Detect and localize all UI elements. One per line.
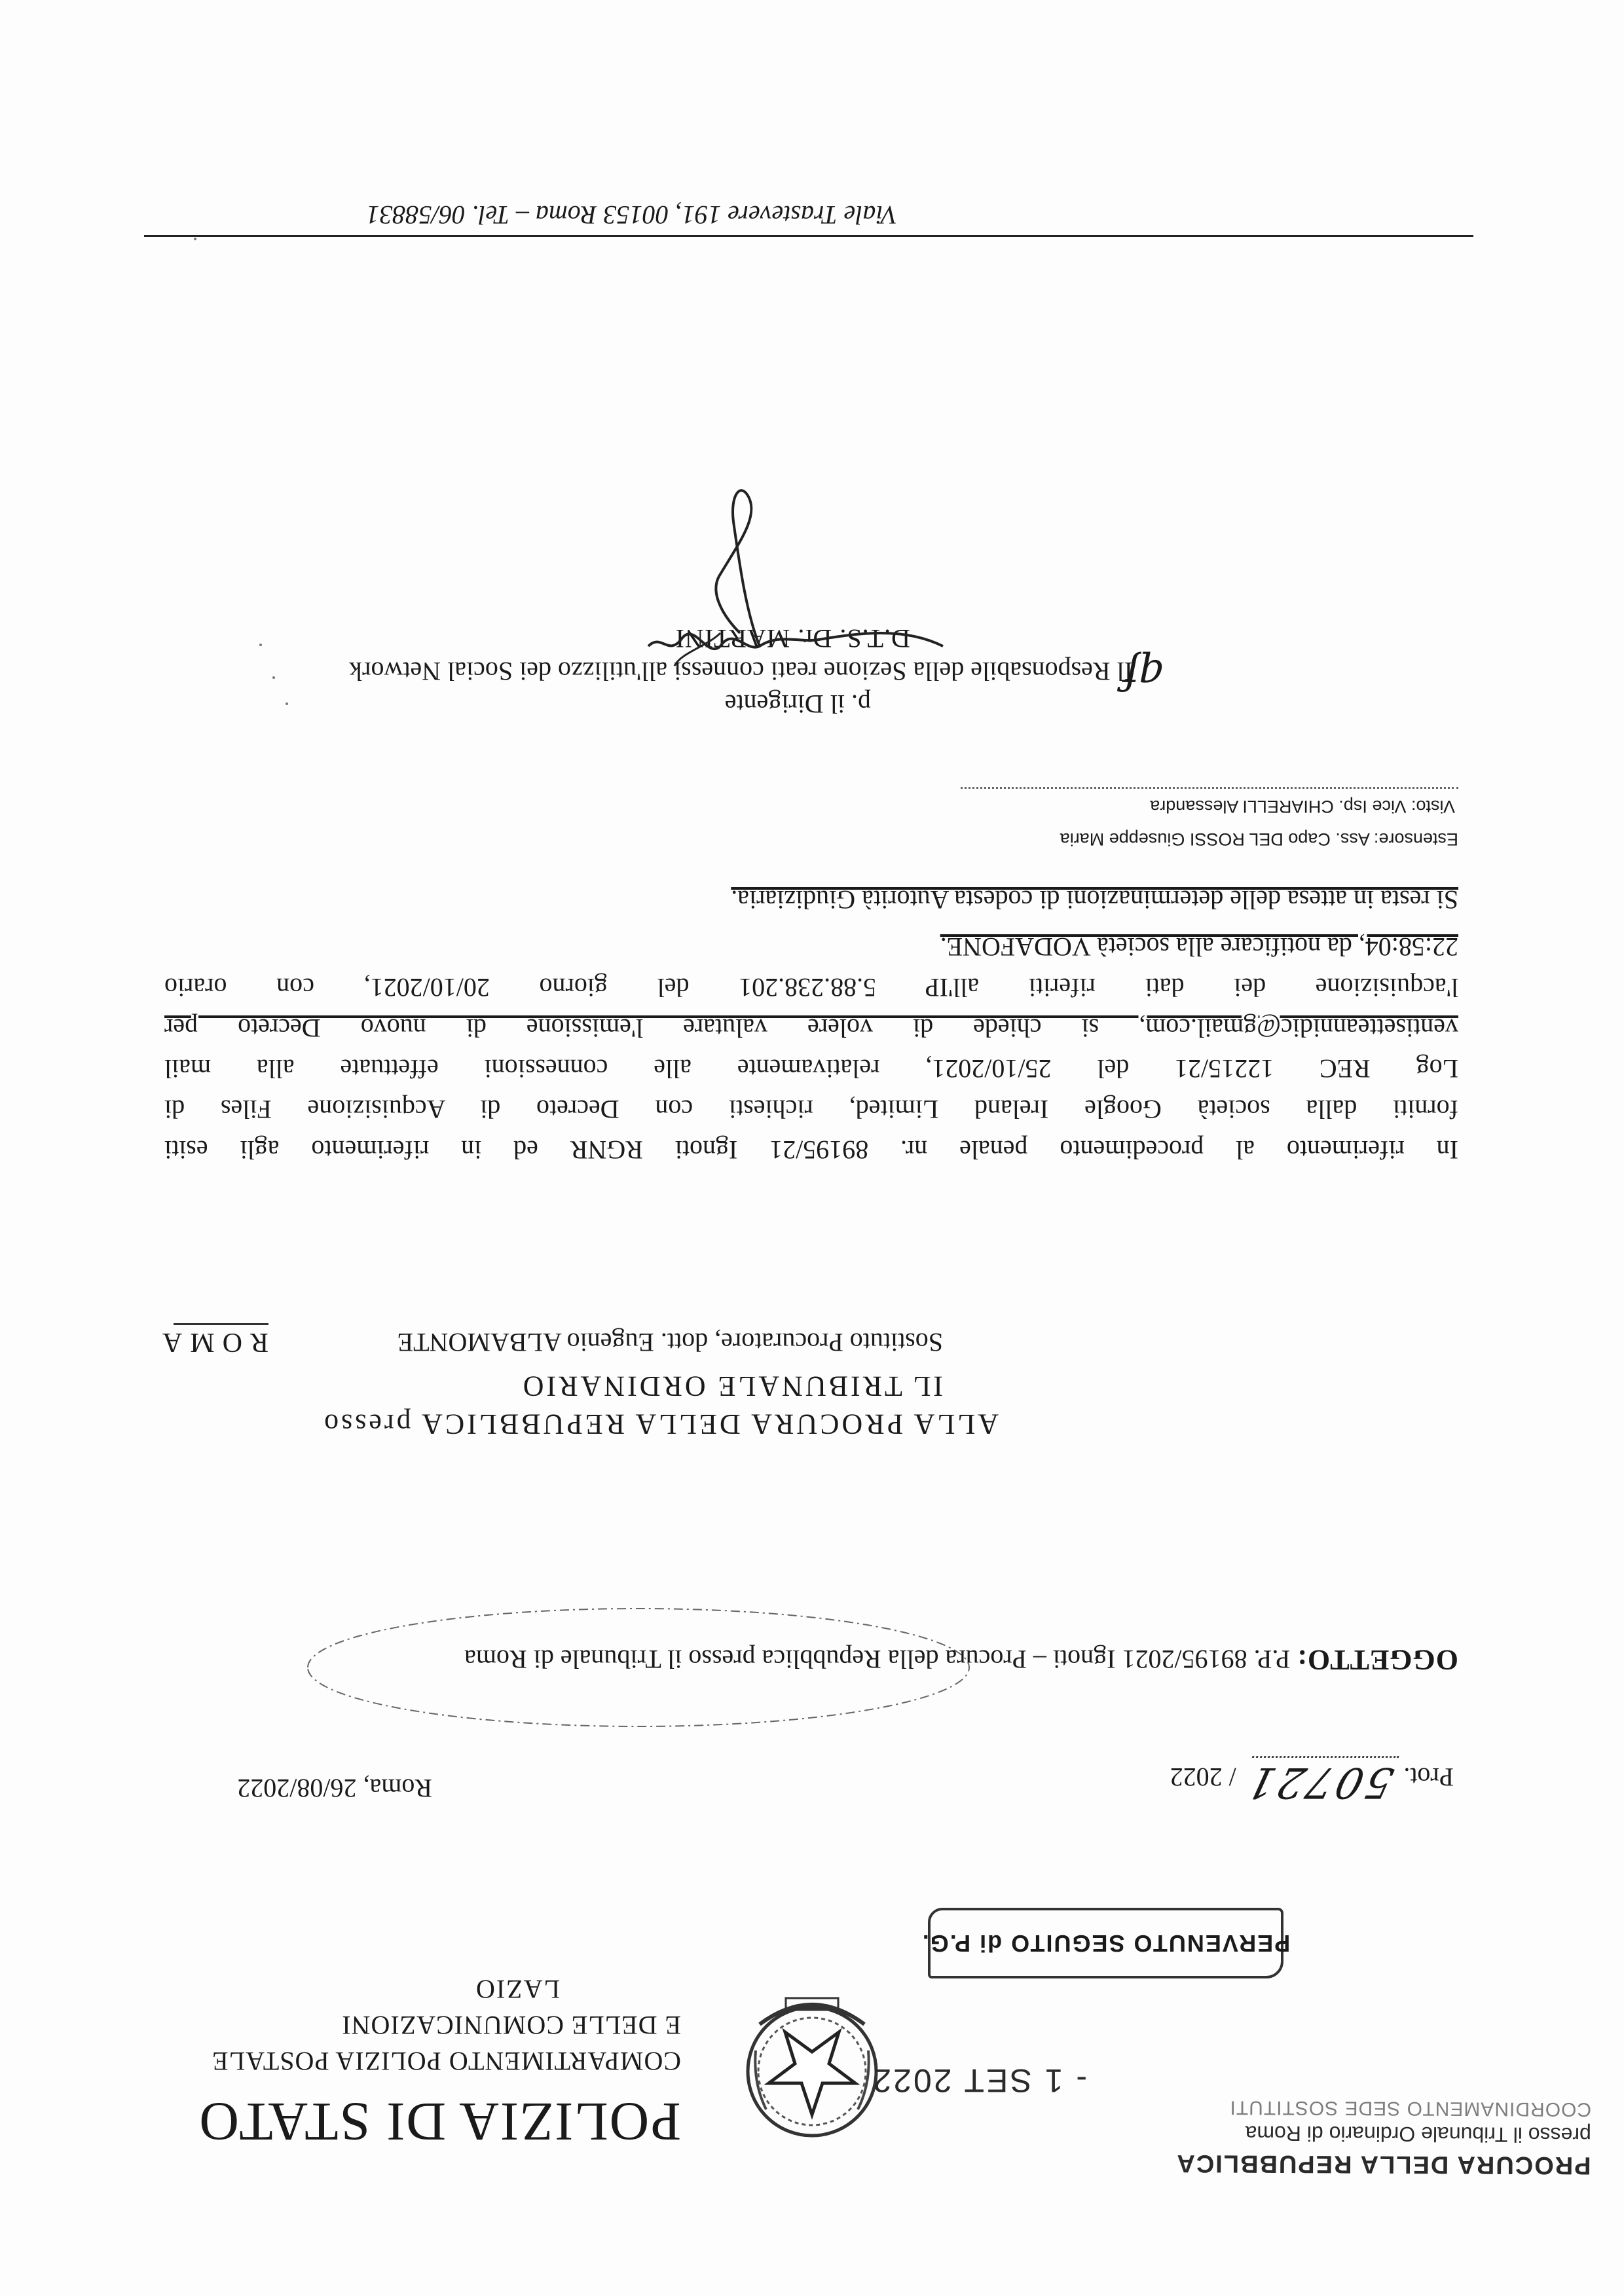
scan-speck [194,238,196,240]
handwritten-signature [609,476,956,672]
procura-stamp-line: COORDINAMENTO SEDE SOSTITUTI [1229,2096,1592,2121]
scan-speck [259,644,262,646]
department-line: E DELLE COMUNICAZIONI [341,2011,681,2040]
protocol-number-handwritten: 50721 [1240,1756,1399,1806]
protocol-year: / 2022 [1170,1762,1236,1792]
letter-body [164,926,1458,1170]
region-name: LAZIO [475,1975,560,2004]
document-date: Roma, 26/08/2022 [237,1774,432,1803]
italian-republic-emblem-icon [740,1992,884,2149]
procura-stamp [1175,2047,1592,2179]
signature-line: p. il Dirigente [724,689,871,719]
subject-text: P.P. 89195/2021 Ignoti – Procura della Repubblica presso il Tribunale di Roma [464,1645,1291,1674]
addressee-line: ALLA PROCURA DELLA REPUBBLICA presso [322,1408,999,1440]
body-line: 22:58:04, da notificare alla società VODAFONE. [940,932,1458,962]
body-line: l'acquisizione dei dati riferiti all'IP 5.88.238.201 del giorno 20/10/2021, con orario [164,973,1458,1002]
followup-stamp-box: PERVENUTO SEGUITO di P.G. [928,1908,1283,1978]
closing-sentence: Si resta in attesa delle determinazioni di codesta Autorità Giudiziaria. [731,885,1458,915]
addressee-city: ROMA [154,1327,268,1357]
city-underline [174,1323,268,1325]
drafter-line: Estensore: Ass. Capo DEL ROSSI Giuseppe Maria [1060,829,1458,849]
signatory-name: D.T.S. Dr. MARTINI [674,624,910,653]
department-line: COMPARTIMENTO POLIZIA POSTALE [212,2047,681,2076]
body-line: Log REC 12215/21 del 25/10/2021, relativamente alle connessioni effettuate alla mail [164,1054,1458,1084]
procura-stamp-line: presso il Tribunale Ordinario di Roma [1245,2121,1591,2147]
body-line: ventisetteannidic@gmail.com, si chiede di volere valutare l'emissione di nuovo Decreto per [164,1013,1458,1043]
scan-speck [286,702,288,705]
addressee-prosecutor: Sostituto Procuratore, dott. Eugenio ALBAMONTE [397,1328,943,1357]
protocol-line [1170,1756,1454,1806]
scan-speck [272,676,275,679]
subject-line [464,1643,1458,1677]
checker-line: Visto: Vice Isp. CHIARELLI Alessandra [1150,797,1455,816]
received-date-stamp: - 1 SET 2022 [871,2062,1087,2099]
addressee-line: IL TRIBUNALE ORDINARIO [520,1370,943,1402]
agency-name: POLIZIA DI STATO [198,2091,681,2152]
body-line: forniti dalla società Google Ireland Limited, richiesti con Decreto di Acquisizione Files di [164,1095,1458,1124]
footer-address: Viale Trastevere 191, 00153 Roma – Tel. 06/58831 [366,200,897,230]
dotted-rule [961,787,1458,789]
footer-rule [144,235,1473,237]
procura-stamp-line: PROCURA DELLA REPUBBLICA [1175,2149,1591,2179]
protocol-label: Prot. [1403,1762,1454,1792]
subject-label: OGGETTO: [1297,1644,1458,1676]
signature-line: Il Responsabile della Sezione reati connessi all'utilizzo dei Social Network [349,657,1133,686]
handwritten-qf-mark: qf [1123,650,1166,699]
body-line: In riferimento al procedimento penale nr. 89195/21 Ignoti RGNR ed in riferimento agli esiti [164,1135,1458,1165]
